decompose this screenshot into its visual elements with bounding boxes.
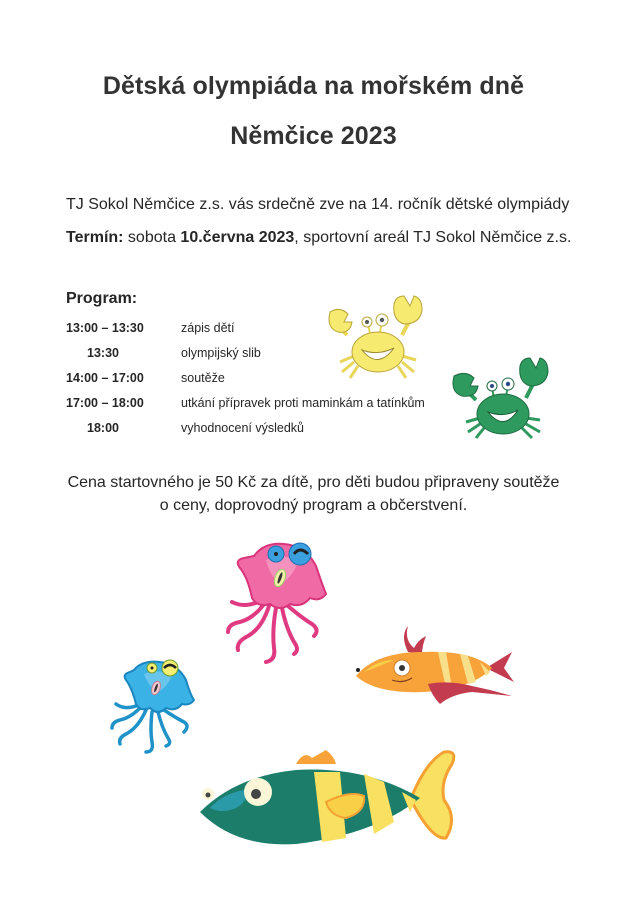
program-heading: Program:: [66, 290, 138, 307]
program-time: 14:00 – 17:00: [66, 371, 144, 385]
green-striped-fish-illustration: [196, 742, 468, 854]
term-date: 10.června 2023: [180, 229, 295, 246]
price-line-1: Cena startovného je 50 Kč za dítě, pro děti budou připraveny soutěže: [67, 474, 560, 491]
program-desc: soutěže: [181, 371, 225, 385]
term-label: Termín:: [66, 229, 124, 246]
program-time: 18:00: [87, 421, 119, 435]
blue-jellyfish-illustration: [104, 656, 204, 756]
green-crab-illustration: [448, 352, 558, 442]
term-place: , sportovní areál TJ Sokol Němčice z.s.: [294, 229, 572, 246]
program-desc: olympijský slib: [181, 346, 261, 360]
pink-jellyfish-illustration: [214, 538, 339, 668]
yellow-crab-illustration: [322, 290, 432, 382]
price-line-2: o ceny, doprovodný program a občerstvení.: [159, 497, 468, 514]
poster-title: Dětská olympiáda na mořském dně: [102, 72, 525, 100]
program-desc: zápis dětí: [181, 321, 235, 335]
program-time: 13:00 – 13:30: [66, 321, 144, 335]
program-desc: utkání přípravek proti maminkám a tatínkům: [181, 396, 425, 410]
term-day: sobota: [123, 229, 181, 246]
invitation-text: TJ Sokol Němčice z.s. vás srdečně zve na 14. ročník dětské olympiády: [66, 196, 570, 213]
poster-subtitle: Němčice 2023: [230, 122, 397, 150]
program-time: 17:00 – 18:00: [66, 396, 144, 410]
orange-fish-illustration: [352, 622, 522, 708]
program-time: 13:30: [87, 346, 119, 360]
price-info: [0, 471, 627, 517]
event-date-line: [66, 229, 571, 247]
program-desc: vyhodnocení výsledků: [181, 421, 304, 435]
